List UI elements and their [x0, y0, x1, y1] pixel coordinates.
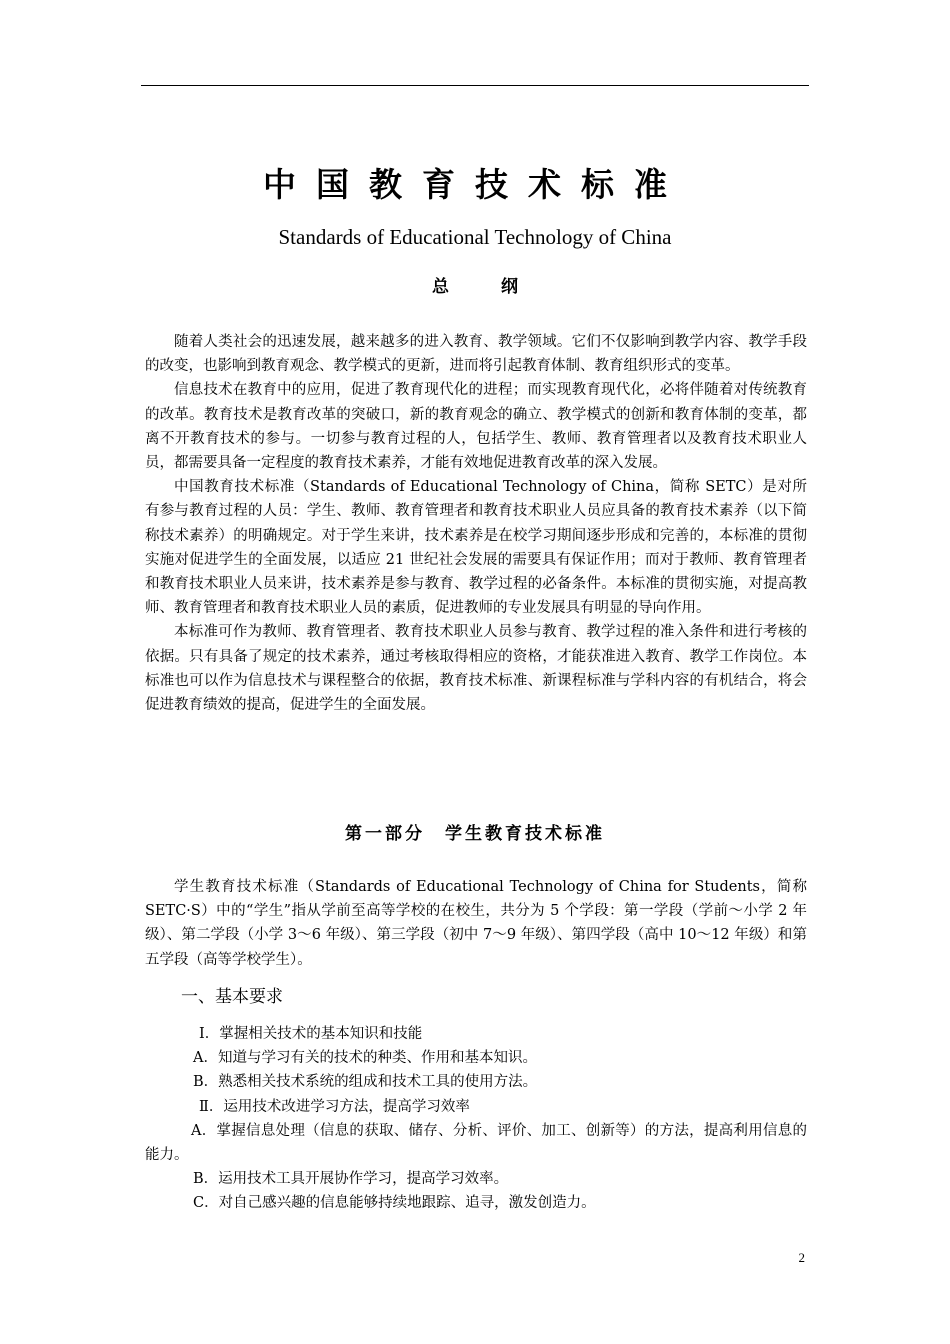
- list-item: Ⅰ．掌握相关技术的基本知识和技能: [199, 1026, 423, 1042]
- section-title-general: 总纲: [432, 277, 570, 297]
- intro-paragraph: 随着人类社会的迅速发展，越来越多的进入教育、教学领域。它们不仅影响到教学内容、教学手段的改变，也影响到教育观念、教学模式的更新，进而将引起教育体制、教育组织形式的变革。: [145, 334, 807, 375]
- document-subtitle: Standards of Educational Technology of China: [278, 225, 672, 249]
- intro-paragraph: 本标准可作为教师、教育管理者、教育技术职业人员参与教育、教学过程的准入条件和进行考核的依据。只有具备了规定的技术素养，通过考核取得相应的资格，才能获准进入教育、教学工作岗位。本标准也可以作为信息技术与课程整合的依据，教育技术标准、新课程标准与学科内容的有机结合，将会促进教育绩效的提高，促进学生的全面发展。: [145, 624, 807, 714]
- header-rule: [141, 85, 809, 86]
- list-item: A．掌握信息处理（信息的获取、储存、分析、评价、加工、创新等）的方法，提高利用信息的能力。: [145, 1122, 807, 1164]
- part-one-intro: [145, 875, 807, 972]
- part-one-title: 第一部分 学生教育技术标准: [345, 824, 605, 844]
- list-item: B．熟悉相关技术系统的组成和技术工具的使用方法。: [193, 1074, 538, 1091]
- list-item: C．对自己感兴趣的信息能够持续地跟踪、追寻，激发创造力。: [193, 1195, 596, 1212]
- list-item: Ⅱ．运用技术改进学习方法，提高学习效率: [199, 1098, 470, 1115]
- basic-requirements-heading: 一、基本要求: [181, 987, 283, 1007]
- list-item: A．知道与学习有关的技术的种类、作用和基本知识。: [193, 1050, 537, 1067]
- intro-body: [145, 330, 807, 717]
- requirements-list: [145, 1022, 807, 1216]
- list-item: B．运用技术工具开展协作学习，提高学习效率。: [193, 1171, 509, 1188]
- part-one-intro-paragraph: 学生教育技术标准（Standards of Educational Technology of China for Students，简称 SETC·S）中的“学生”指从学前至高等学校的在校生，共分为 5 个学段：第一学段（学前～小学 2 年级）、第二学段（小学 3～6 年级）、第三学段（初中 7～9 年级）、第四学段（高中 10～12 年级）和第五学段（高等学校学生）。: [145, 879, 807, 968]
- page-number: 2: [798, 1250, 805, 1265]
- intro-paragraph: 中国教育技术标准（Standards of Educational Technology of China，简称 SETC）是对所有参与教育过程的人员：学生、教师、教育管理者和教育技术职业人员应具备的教育技术素养（以下简称技术素养）的明确规定。对于学生来讲，技术素养是在校学习期间逐步形成和完善的，本标准的贯彻实施对促进学生的全面发展，以适应 21 世纪社会发展的需要具有保证作用；而对于教师、教育管理者和教育技术职业人员来讲，技术素养是参与教育、教学过程的必备条件。本标准的贯彻实施，对提高教师、教育管理者和教育技术职业人员的素质，促进教师的专业发展具有明显的导向作用。: [145, 479, 807, 617]
- intro-paragraph: 信息技术在教育中的应用，促进了教育现代化的进程；而实现教育现代化，必将伴随着对传统教育的改革。教育技术是教育改革的突破口，新的教育观念的确立、教学模式的创新和教育体制的变革，都离不开教育技术的参与。一切参与教育过程的人，包括学生、教师、教育管理者以及教育技术职业人员，都需要具备一定程度的教育技术素养，才能有效地促进教育改革的深入发展。: [145, 382, 807, 472]
- document-title: 中国教育技术标准: [263, 165, 687, 204]
